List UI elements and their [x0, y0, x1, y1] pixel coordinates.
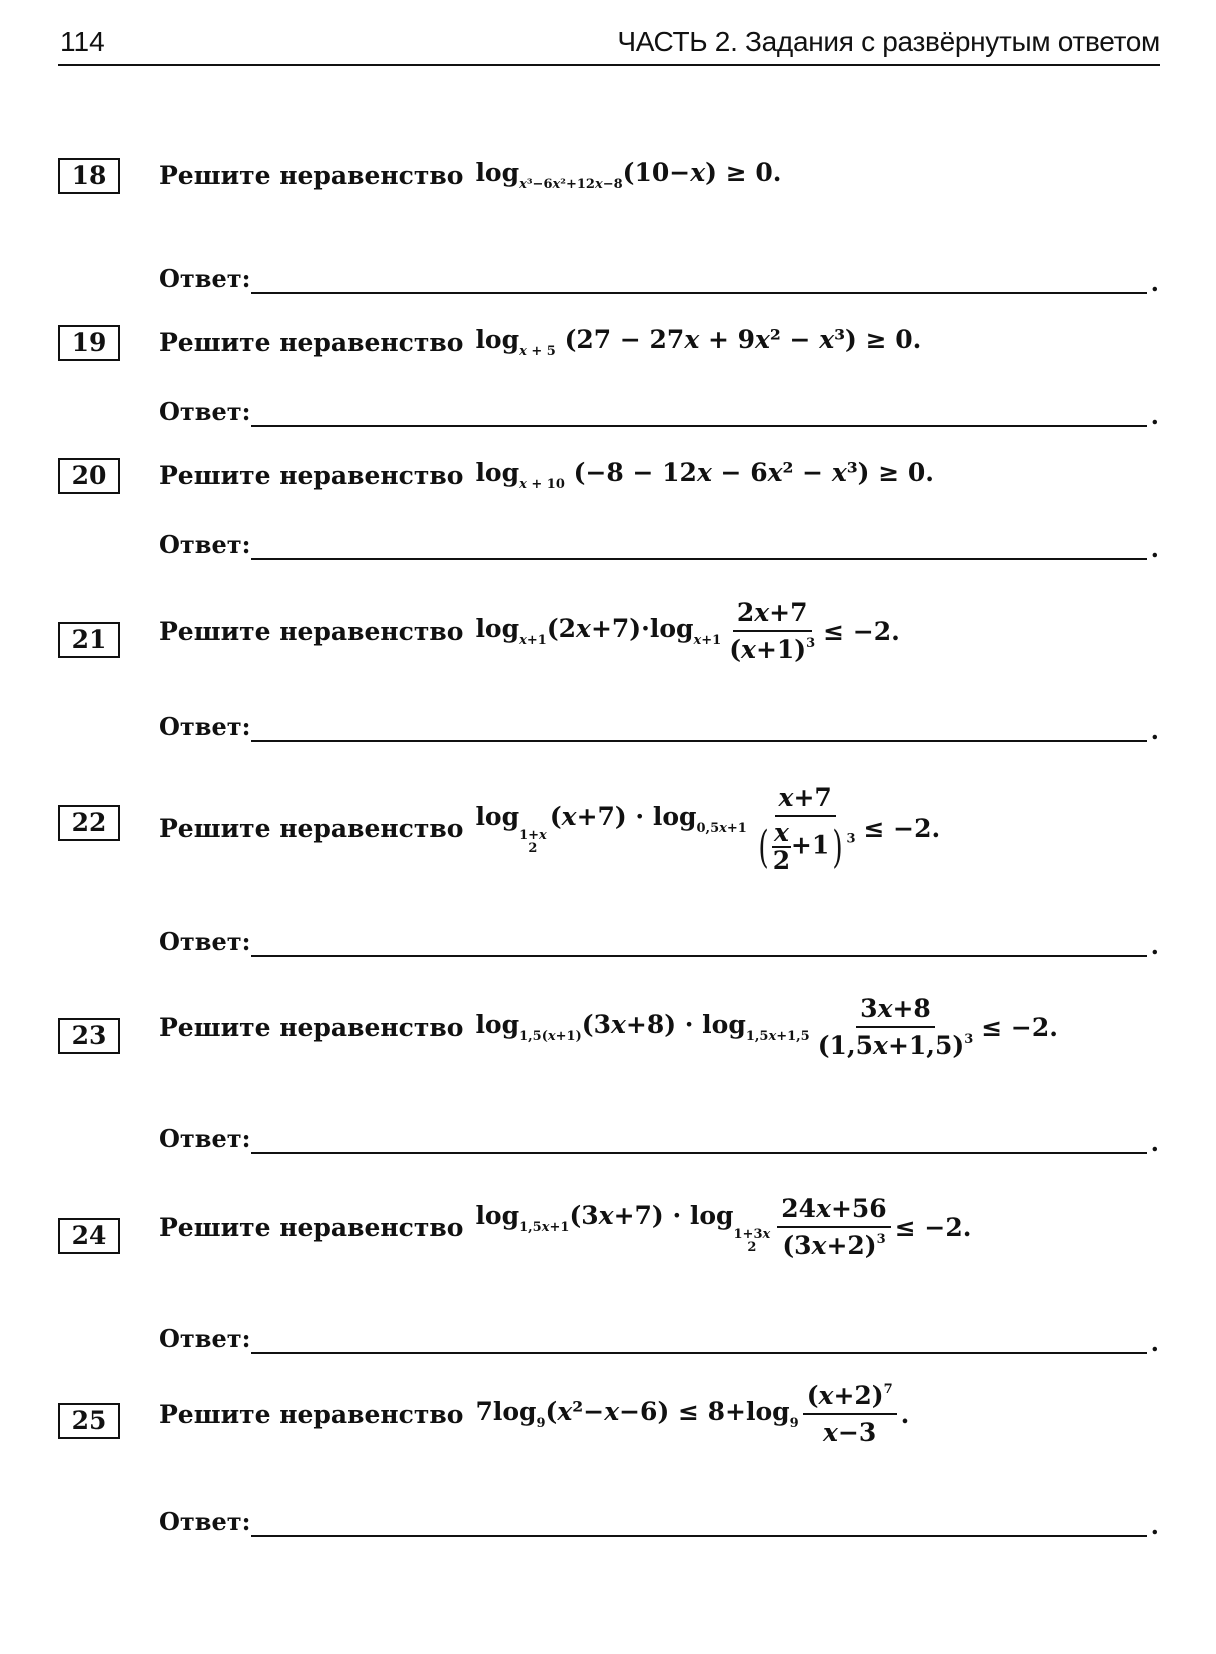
task-statement [159, 325, 921, 359]
answer-period: . [1150, 534, 1159, 563]
answer-field[interactable] [251, 1152, 1147, 1154]
answer-field[interactable] [251, 292, 1147, 294]
task-prompt: Решите неравенство [159, 160, 464, 190]
answer-label: Ответ: [159, 264, 251, 293]
running-title: ЧАСТЬ 2. Задания с развёрнутым ответом [617, 26, 1160, 57]
answer-row [159, 1324, 1159, 1357]
task-prompt: Решите неравенство [159, 1212, 464, 1242]
answer-row [159, 927, 1159, 960]
fraction: $\frac{3x+8}{(1,5x+1,5)^3}$ [817, 994, 974, 1060]
task-statement [159, 994, 1058, 1060]
task-prompt: Решите неравенство [159, 327, 464, 357]
task-prompt: Решите неравенство [159, 616, 464, 646]
task-statement [159, 1194, 971, 1260]
math-expression: $\log_{1,5(x+1)}(3x+8) \cdot \log_{1,5x+1,5}$ [475, 1010, 810, 1044]
task-number: 23 [58, 1018, 120, 1054]
math-expression: $\log_{x + 10} (-8 - 12x - 6x^2 - x^3) \ge 0$. [475, 458, 934, 492]
answer-field[interactable] [251, 955, 1147, 957]
answer-period: . [1150, 268, 1159, 297]
page-header [58, 20, 1160, 66]
math-expression: log 1+x 2 $(x+7) \cdot \log_{0,5x+1}$ [475, 802, 747, 856]
task-number: 20 [58, 458, 120, 494]
task-number: 25 [58, 1403, 120, 1439]
task-prompt: Решите неравенство [159, 1012, 464, 1042]
math-tail: . [900, 1399, 910, 1429]
answer-field[interactable] [251, 558, 1147, 560]
task-prompt: Решите неравенство [159, 1399, 464, 1429]
answer-period: . [1150, 401, 1159, 430]
answer-field[interactable] [251, 740, 1147, 742]
answer-field[interactable] [251, 1535, 1147, 1537]
fraction: $\frac{24x+56}{(3x+2)^3}$ [777, 1194, 890, 1260]
math-tail: ≤ −2. [981, 1012, 1058, 1042]
answer-label: Ответ: [159, 1507, 251, 1536]
math-expression: $\log_{x^3-6x^2+12x-8}(10-x) \ge 0$. [475, 158, 782, 192]
fraction: $\frac{2x+7}{(x+1)^3}$ [729, 598, 816, 664]
answer-period: . [1150, 1328, 1159, 1357]
task-statement [159, 783, 940, 874]
math-expression: $7\log_9(x^2-x-6) \le 8+\log_9$ [475, 1397, 799, 1431]
task-statement [159, 598, 900, 664]
answer-label: Ответ: [159, 712, 251, 741]
task-number: 24 [58, 1218, 120, 1254]
answer-period: . [1150, 1511, 1159, 1540]
task-number: 19 [58, 325, 120, 361]
task-prompt: Решите неравенство [159, 814, 464, 843]
math-tail: ≤ −2. [863, 814, 941, 843]
answer-field[interactable] [251, 1352, 1147, 1354]
task-statement [159, 458, 934, 492]
page-number: 114 [60, 26, 105, 57]
math-tail: ≤ −2. [823, 616, 900, 646]
answer-row [159, 264, 1159, 297]
math-tail: ≤ −2. [894, 1212, 972, 1242]
answer-period: . [1150, 931, 1159, 960]
math-expression: $\log_{1,5x+1}(3x+7) \cdot \log$ 1+3x 2 [475, 1200, 771, 1255]
answer-period: . [1150, 716, 1159, 745]
answer-row [159, 1124, 1159, 1157]
answer-period: . [1150, 1128, 1159, 1157]
task-number: 18 [58, 158, 120, 194]
answer-row [159, 712, 1159, 745]
task-statement [159, 158, 781, 192]
task-number: 22 [58, 805, 120, 841]
fraction: $\frac{(x+2)^7}{x-3}$ [803, 1381, 897, 1447]
task-number: 21 [58, 622, 120, 658]
fraction: x+7 ( $\frac{x}{2}$ +1) $^3$ [758, 783, 856, 875]
math-expression: $\log_{x+1}(2x+7)\cdot\log_{x+1}$ [475, 614, 722, 648]
answer-field[interactable] [251, 425, 1147, 427]
answer-row [159, 1507, 1159, 1540]
answer-row [159, 530, 1159, 563]
task-statement [159, 1381, 909, 1447]
task-prompt: Решите неравенство [159, 460, 464, 490]
answer-label: Ответ: [159, 927, 251, 956]
answer-label: Ответ: [159, 1324, 251, 1353]
answer-row [159, 397, 1159, 430]
answer-label: Ответ: [159, 397, 251, 426]
answer-label: Ответ: [159, 1124, 251, 1153]
answer-label: Ответ: [159, 530, 251, 559]
math-expression: $\log_{x + 5} (27 - 27x + 9x^2 - x^3) \ge 0$. [475, 325, 922, 359]
